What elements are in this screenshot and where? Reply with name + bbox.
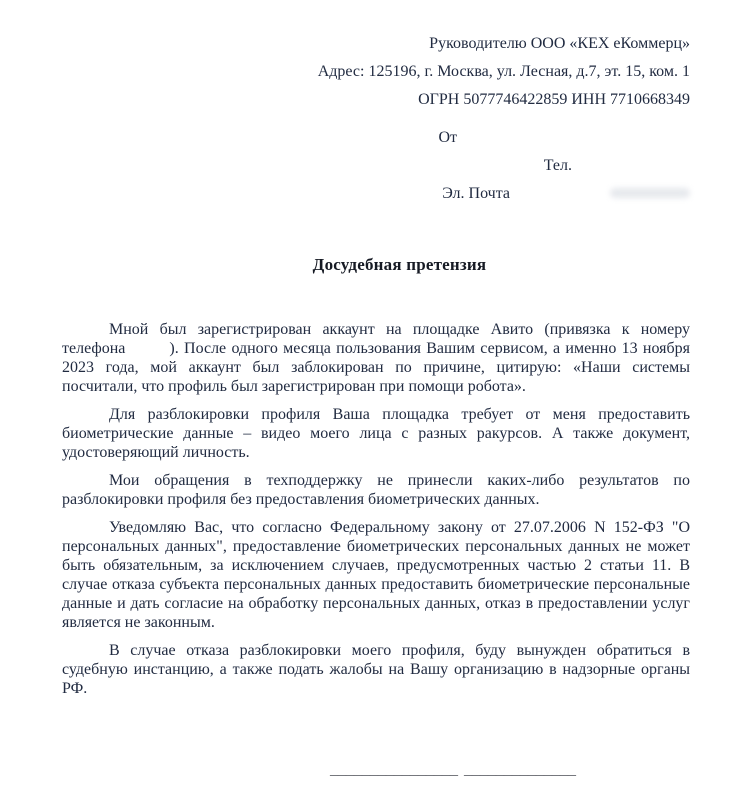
redacted-phone-number-gap [125, 352, 169, 353]
from-label: От [438, 129, 457, 146]
sender-phone-line [62, 152, 690, 180]
redacted-phone-gap [572, 169, 690, 170]
recipient-header [62, 30, 690, 208]
sender-from-line [62, 124, 690, 152]
redacted-sender-name-gap [457, 141, 690, 142]
paragraph-text: ). После одного месяца пользования Вашим сервисом, а именно 13 ноября 2023 года, мой аккаунт был заблокирован по причине, цитирую: «Наши системы посчитали, что профиль был зарегистрирован при помощи робота». [62, 340, 690, 395]
phone-label: Тел. [543, 157, 572, 174]
paragraph-consequences: В случае отказа разблокировки моего профиля, буду вынужден обратиться в судебную инстанцию, а также подать жалобы на Вашу организацию в надзорные органы РФ. [62, 642, 690, 697]
signature-line-1: ________________ [330, 761, 458, 778]
paragraph-account-blocked [62, 320, 690, 396]
letter-body [62, 320, 690, 698]
redaction-smudge [610, 188, 690, 198]
sender-email-line [62, 180, 690, 208]
email-label: Эл. Почта [442, 185, 510, 202]
recipient-registration-line: ОГРН 5077746422859 ИНН 7710668349 [418, 91, 690, 108]
signature-area [62, 760, 690, 779]
redacted-email-gap [510, 197, 690, 198]
paragraph-support-requests: Мои обращения в техподдержку не принесли каких-либо результатов по разблокировки профиля без предоставления биометрических данных. [62, 472, 690, 508]
signature-line-2: ______________ [464, 761, 576, 778]
paragraph-text: Мной был зарегистрирован аккаунт на площадке Авито (привязка к номеру телефона [62, 321, 690, 357]
recipient-address-line: Адрес: 125196, г. Москва, ул. Лесная, д.7, эт. 15, ком. 1 [317, 63, 690, 80]
paragraph-federal-law: Уведомляю Вас, что согласно Федеральному закону от 27.07.2006 N 152-ФЗ "О персональных данных", предоставление биометрических персональных данных не может быть обязательным, за исключением случаев, предусмотренных частью 2 статьи 11. В случае отказа субъекта персональных данных предоставить биометрические персональные данные и дать согласие на обработку персональных данных, отказ в предоставлении услуг является не законным. [62, 519, 690, 631]
recipient-line: Руководителю ООО «КЕХ еКоммерц» [429, 35, 690, 52]
paragraph-biometric-demand: Для разблокировки профиля Ваша площадка требует от меня предоставить биометрические данные – видео моего лица с разных ракурсов. А также документ, удостоверяющий личность. [62, 406, 690, 461]
document-title: Досудебная претензия [312, 255, 487, 274]
